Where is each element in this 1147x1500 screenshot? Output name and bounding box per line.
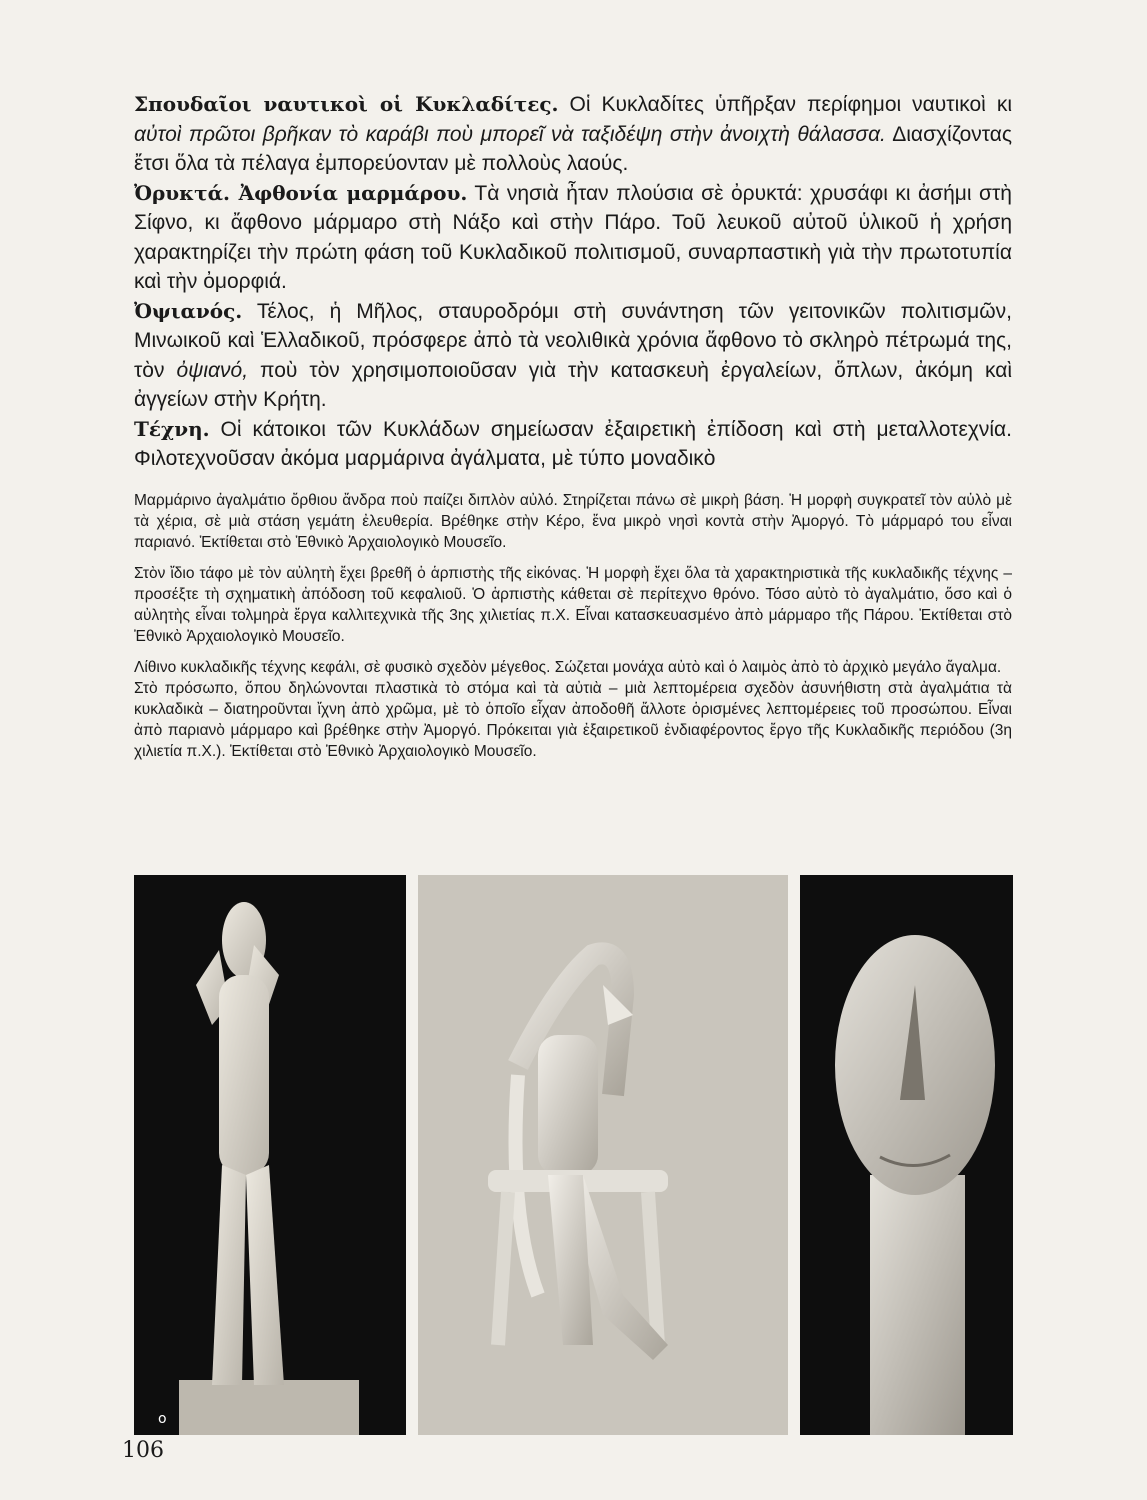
paragraph-obsidian: Ὀψιανός. Τέλος, ἡ Μῆλος, σταυροδρόμι στὴ συνάντηση τῶν γειτονικῶν πολιτισμῶν, Μινωικοῦ καὶ Ἑλλαδικοῦ, πρόσφερε ἀπὸ τὰ νεολιθικὰ χρόνια ἄφθονο τὸ σκληρὸ πέτρωμά της, τὸν ὀψιανό, ποὺ τὸν χρησιμοποιοῦσαν γιὰ τὴν κατασκευὴ ἐργαλείων, ὅπλων, ἀκόμη καὶ ἀγγείων στὴν Κρήτη. — [134, 298, 1012, 411]
page-number: 106 — [122, 1438, 164, 1463]
main-text — [134, 90, 1012, 474]
heading-art: Τέχνη. — [134, 416, 210, 441]
photo-head — [800, 875, 1013, 1435]
paragraph-sailors: Σπουδαῖοι ναυτικοὶ οἱ Κυκλαδίτες. Οἱ Κυκλαδίτες ὑπῆρξαν περίφημοι ναυτικοὶ κι αὐτοὶ πρῶτοι βρῆκαν τὸ καράβι ποὺ μπορεῖ νὰ ταξιδέψη στὴν ἀνοιχτὴ θάλασσα. Διασχίζοντας ἔτσι ὅλα τὰ πέλαγα ἐμπορεύονταν μὲ πολλοὺς λαούς. — [134, 92, 1013, 175]
caption-flute-player: Μαρμάρινο ἀγαλμάτιο ὄρθιου ἄνδρα ποὺ παίζει διπλὸν αὐλό. Στηρίζεται πάνω σὲ μικρὴ βάση. Ἡ μορφὴ συγκρατεῖ τὸν αὐλὸ μὲ τὰ χέρια, σὲ μιὰ στάση γεμάτη ἐλευθερία. Βρέθηκε στὴν Κέρο, ἕνα μικρὸ νησὶ κοντὰ στὴν Ἀμοργό. Τὸ μάρμαρό του εἶναι παριανό. Ἐκτίθεται στὸ Ἐθνικὸ Ἀρχαιολογικὸ Μουσεῖο. — [134, 492, 1012, 551]
caption-head-detail: Στὸ πρόσωπο, ὅπου δηλώνονται πλαστικὰ τὸ στόμα καὶ τὰ αὐτιὰ – μιὰ λεπτομέρεια σχεδὸν ἀσυνήθιστη στὰ ἀγαλμάτια τὰ κυκλαδικὰ – διατηροῦνται ἴχνη ἀπὸ χρῶμα, μὲ τὸ ὁποῖο εἶχαν ἀποδοθῆ ἄλλοτε ὁρισμένες λεπτομέρειες τοῦ προσώπου. Εἶναι ἀπὸ παριανὸ μάρμαρο καὶ βρέθηκε στὴν Ἀμοργό. Πρόκειται γιὰ ἐξαιρετικοῦ ἐνδιαφέροντος ἔργο τῆς Κυκλαδικῆς περιόδου (3η χιλιετία π.Χ.). Ἐκτίθεται στὸ Ἐθνικὸ Ἀρχαιολογικὸ Μουσεῖο. — [134, 680, 1012, 760]
photo-flute-player — [134, 875, 406, 1435]
heading-minerals: Ὀρυκτά. Ἀφθονία μαρμάρου. — [134, 180, 468, 205]
heading-obsidian: Ὀψιανός. — [134, 298, 243, 323]
captions — [134, 490, 1012, 772]
photo-mark: o — [158, 1411, 167, 1427]
caption-head: Λίθινο κυκλαδικῆς τέχνης κεφάλι, σὲ φυσικὸ σχεδὸν μέγεθος. Σώζεται μονάχα αὐτὸ καὶ ὁ λαιμὸς ἀπὸ τὸ ἀρχικὸ μεγάλο ἄγαλμα. — [134, 659, 1002, 676]
heading-sailors: Σπουδαῖοι ναυτικοὶ οἱ Κυκλαδίτες. — [134, 92, 559, 116]
paragraph-minerals: Ὀρυκτά. Ἀφθονία μαρμάρου. Τὰ νησιὰ ἦταν πλούσια σὲ ὀρυκτά: χρυσάφι κι ἀσήμι στὴ Σίφνο, κι ἄφθονο μάρμαρο στὴ Νάξο καὶ στὴν Πάρο. Τοῦ λευκοῦ αὐτοῦ ὑλικοῦ ἡ χρήση χαρακτηρίζει τὴν πρώτη φάση τοῦ Κυκλαδικοῦ πολιτισμοῦ, συναρπαστικὴ γιὰ τὴν πρωτοτυπία καὶ τὴν ὀμορφιά. — [134, 180, 1012, 293]
caption-harpist: Στὸν ἴδιο τάφο μὲ τὸν αὐλητὴ ἔχει βρεθῆ ὁ ἁρπιστὴς τῆς εἰκόνας. Ἡ μορφὴ ἔχει ὅλα τὰ χαρακτηριστικὰ τῆς κυκλαδικῆς τέχνης – προσέξτε τὴ σχηματικὴ ἀπόδοση τοῦ κεφαλιοῦ. Ὁ ἁρπιστὴς κάθεται σὲ περίτεχνο θρόνο. Τόσο αὐτὸ τὸ ἀγαλμάτιο, ὅσο καὶ ὁ αὐλητὴς εἶναι τολμηρὰ ἔργα καλλιτεχνικὰ τῆς 3ης χιλιετίας π.Χ. Εἶναι κατασκευασμένο ἀπὸ μάρμαρο τῆς Πάρου. Ἐκτίθεται στὸ Ἐθνικὸ Ἀρχαιολογικὸ Μουσεῖο. — [134, 565, 1012, 645]
paragraph-art: Τέχνη. Οἱ κάτοικοι τῶν Κυκλάδων σημείωσαν ἐξαιρετικὴ ἐπίδοση καὶ στὴ μεταλλοτεχνία. Φιλοτεχνοῦσαν ἀκόμα μαρμάρινα ἀγάλματα, μὲ τύπο μοναδικὸ — [134, 416, 1012, 470]
photo-harpist — [418, 875, 788, 1435]
